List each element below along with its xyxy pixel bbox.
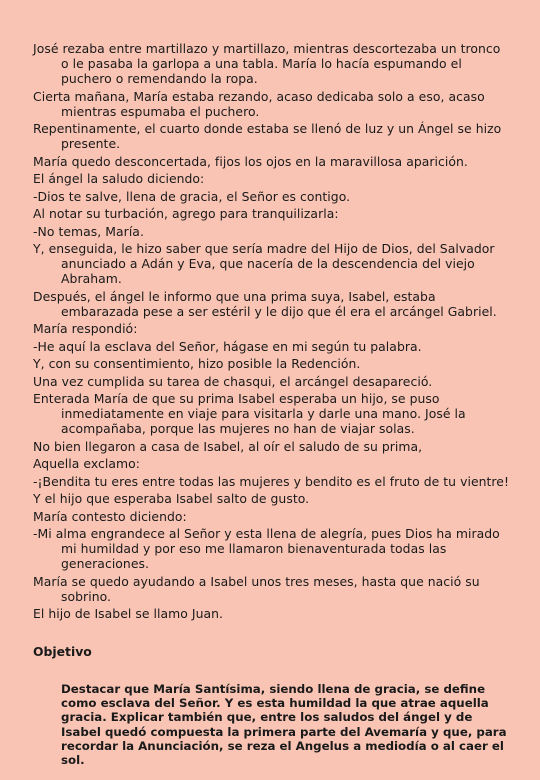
story-paragraph: Al notar su turbación, agrego para tranquilizarla:: [33, 206, 339, 221]
story-paragraph: El hijo de Isabel se llamo Juan.: [33, 606, 224, 621]
story-paragraph: María respondió:: [33, 321, 138, 336]
story-paragraph: Después, el ángel le informo que una prima suya, Isabel, estaba embarazada pese a ser estéril y le dijo que él era el arcángel Gabriel.: [33, 288, 497, 319]
story-paragraph: Enterada María de que su prima Isabel esperaba un hijo, se puso inmediatamente en viaje para visitarla y darle una mano. José la acompañaba, porque las mujeres no han de viajar solas.: [33, 391, 466, 436]
story-paragraph: -Dios te salve, llena de gracia, el Señor es contigo.: [33, 188, 351, 204]
story-paragraph: Cierta mañana, María estaba rezando, acaso dedicaba solo a eso, acaso mientras espumaba el puchero.: [33, 88, 485, 119]
story-paragraph: Aquella exclamo:: [33, 456, 141, 471]
story-paragraph: Y el hijo que esperaba Isabel salto de gusto.: [33, 491, 310, 506]
story-paragraph: El ángel la saludo diciendo:: [33, 171, 205, 186]
story-paragraph: -¡Bendita tu eres entre todas las mujeres y bendito es el fruto de tu vientre!: [33, 473, 509, 489]
story-paragraph: No bien llegaron a casa de Isabel, al oír el saludo de su prima,: [33, 438, 423, 454]
objective-text: Destacar que María Santísima, siendo llena de gracia, se define como esclava del Señor. Y es esta humildad la que atrae aquella gracia. Explicar también que, entre los saludos del ángel y de Isabel quedó compuesta la primera parte del Avemaría y que, para recordar la Anunciación, se reza el Angelus a mediodía o al caer el sol.: [61, 682, 507, 768]
story-paragraph: Una vez cumplida su tarea de chasqui, el arcángel desapareció.: [33, 373, 433, 389]
story-paragraph: Y, enseguida, le hizo saber que sería madre del Hijo de Dios, del Salvador anunciado a Adán y Eva, que nacería de la descendencia del viejo Abraham.: [33, 241, 495, 286]
story-paragraph: Y, con su consentimiento, hizo posible la Redención.: [33, 356, 361, 371]
story-paragraph: Repentinamente, el cuarto donde estaba se llenó de luz y un Ángel se hizo presente.: [33, 121, 502, 151]
story-paragraph: -He aquí la esclava del Señor, hágase en mi según tu palabra.: [33, 338, 422, 354]
objective-heading: Objetivo: [33, 644, 92, 659]
story-paragraph: -Mi alma engrandece al Señor y esta llena de alegría, pues Dios ha mirado mi humildad y por eso me llamaron bienaventurada todas las generaciones.: [33, 526, 500, 571]
story-paragraph: José rezaba entre martillazo y martillazo, mientras descortezaba un tronco o le pasaba la garlopa a una tabla. María lo hacía espumando el puchero o remendando la ropa.: [33, 41, 501, 86]
story-paragraph: María quedo desconcertada, fijos los ojos en la maravillosa aparición.: [33, 153, 468, 169]
story-paragraph: María se quedo ayudando a Isabel unos tres meses, hasta que nació su sobrino.: [33, 573, 480, 604]
story-paragraph: -No temas, María.: [33, 223, 144, 239]
story-text: [33, 41, 511, 621]
document-page: [33, 41, 511, 767]
story-paragraph: María contesto diciendo:: [33, 508, 187, 524]
